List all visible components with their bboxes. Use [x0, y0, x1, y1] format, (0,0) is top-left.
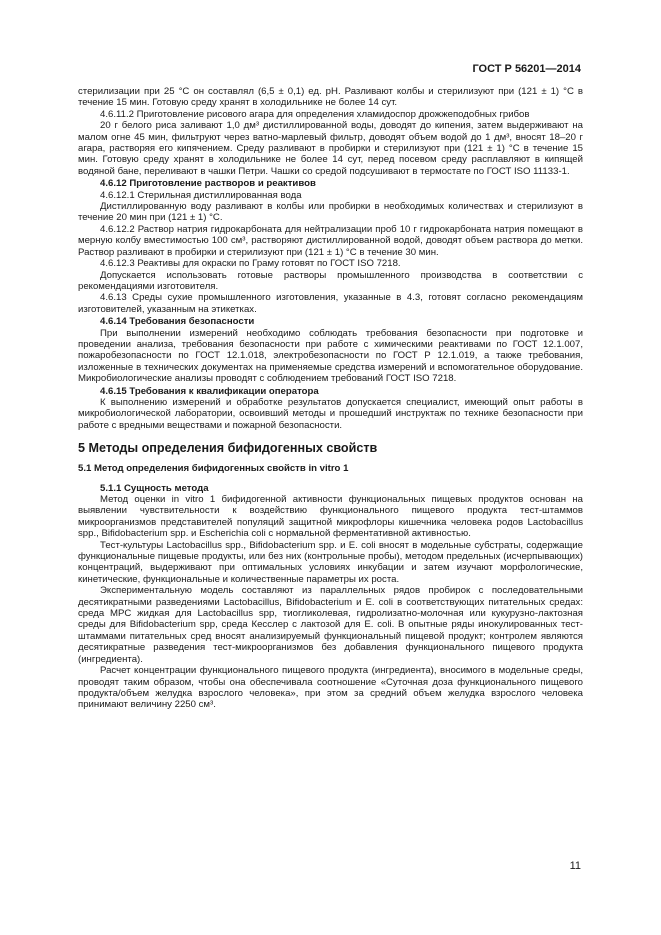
- section-heading: 4.6.14 Требования безопасности: [100, 316, 255, 328]
- document-body: [78, 86, 583, 711]
- document-header: ГОСТ Р 56201—2014: [472, 63, 581, 75]
- chapter-heading: 5 Методы определения бифидогенных свойств: [78, 441, 378, 456]
- paragraph: Дистиллированную воду разливают в колбы или пробирки в необходимых количествах и стерилизуют в течение 20 мин при (121 ± 1) °С.: [78, 201, 583, 224]
- paragraph: Тест-культуры Lactobacillus spp., Bifidobacterium spp. и E. coli вносят в модельные субстраты, содержащие функциональные пищевые продукты, или без них (контрольные пробы), методом предельных (исчерпывающих) концентраций, выдерживают при оптимальных условиях инкубации и затем изучают морфологические, кинетические, функциональные и количественные параметры их роста.: [78, 539, 583, 585]
- section-heading: 4.6.15 Требования к квалификации оператора: [100, 385, 319, 397]
- paragraph: Метод оценки in vitro 1 бифидогенной активности функциональных пищевых продуктов основан на выявлении чувствительности к воздействию функционального пищевого продукта тест-штаммов микроорганизмов представителей популяций защитной микрофлоры кишечника человека родов Lactobacillus spp., Bifidobacterium spp. и Escherichia coli с нормальной ферментативной активностью.: [78, 494, 583, 540]
- paragraph: 4.6.11.2 Приготовление рисового агара для определения хламидоспор дрожжеподобных грибов: [100, 108, 530, 120]
- paragraph: 4.6.12.3 Реактивы для окраски по Граму готовят по ГОСТ ISO 7218.: [100, 258, 401, 270]
- paragraph: стерилизации при 25 °С он составлял (6,5 ± 0,1) ед. рН. Разливают колбы и стерилизуют при (121 ± 1) °С в течение 15 мин. Готовую среду хранят в холодильнике не более 14 сут.: [78, 86, 583, 109]
- subsection-heading: 5.1.1 Сущность метода: [100, 482, 209, 494]
- paragraph: При выполнении измерений необходимо соблюдать требования безопасности при подготовке и проведении анализа, требования безопасности при работе с химическими реактивами по ГОСТ 12.1.007, пожаробезопасности по ГОСТ 12.1.018, электробезопасности по ГОСТ Р 12.1.019, а также требования, изложенные в технических документах на применяемые средства измерений и вспомогательное оборудование. Микробиологические анализы проводят с соблюдением требований ГОСТ ISO 7218.: [78, 327, 583, 385]
- paragraph: Допускается использовать готовые растворы промышленного производства в соответствии с рекомендациями изготовителя.: [78, 269, 583, 292]
- paragraph: 4.6.12.1 Стерильная дистиллированная вода: [100, 189, 302, 201]
- section-heading: 4.6.12 Приготовление растворов и реактивов: [100, 178, 316, 190]
- subsection-heading: 5.1 Метод определения бифидогенных свойств in vitro 1: [78, 463, 349, 475]
- page-number: 11: [569, 860, 581, 872]
- paragraph: К выполнению измерений и обработке результатов допускается специалист, имеющий опыт работы в микробиологической лаборатории, освоивший методы и прошедший инструктаж по технике безопасности при работе с вредными веществами и пожарной безопасности.: [78, 396, 583, 431]
- paragraph: 4.6.13 Среды сухие промышленного изготовления, указанные в 4.3, готовят согласно рекомендациям изготовителей, указанным на этикетках.: [78, 292, 583, 315]
- paragraph: Расчет концентрации функционального пищевого продукта (ингредиента), вносимого в модельные среды, проводят таким образом, чтобы она обеспечивала соотношение «Суточная доза функционального пищевого продукта/объем желудка взрослого человека», при этом за средний объем желудка взрослого человека принимают величину 2250 см³.: [78, 665, 583, 711]
- paragraph: 4.6.12.2 Раствор натрия гидрокарбоната для нейтрализации проб 10 г гидрокарбоната натрия помещают в мерную колбу вместимостью 100 см³, растворяют дистиллированной водой, доводят объем раствора до метки. Раствор разливают в пробирки и стерилизуют при (121 ± 1) °С в течение 30 мин.: [78, 223, 583, 258]
- paragraph: 20 г белого риса заливают 1,0 дм³ дистиллированной воды, доводят до кипения, затем выдерживают на малом огне 45 мин, фильтруют через ватно-марлевый фильтр, доводят объем водой до 1 дм³, вносят 18–20 г агара, растворяя его кипячением. Среду разливают в пробирки и стерилизуют при (121 ± 1) °С в течение 15 мин. Готовую среду хранят в холодильнике не более 14 сут, перед посевом среду расплавляют в кипящей водяной бане, переливают в чашки Петри. Чашки со средой подсушивают в термостате по ГОСТ ISO 11133-1.: [78, 120, 583, 177]
- paragraph: Экспериментальную модель составляют из параллельных рядов пробирок с последовательными десятикратными разведениями Lactobacillus, Bifidobacterium и E. coli в соответствующих питательных средах: среда МРС жидкая для Lactobacillus spp, тиогликолевая, гидролизатно-молочная или кукурузно-лактозная среды для Bifidobacterium spp, среда Кесслер с лактозой для E. coli. В опытные ряды инокулированных тест-штаммами питательных сред вносят анализируемый функциональный пищевой продукт; контролем являются десятикратные разведения тест-микроорганизмов без добавления функционального пищевого продукта (ингредиента).: [78, 585, 583, 665]
